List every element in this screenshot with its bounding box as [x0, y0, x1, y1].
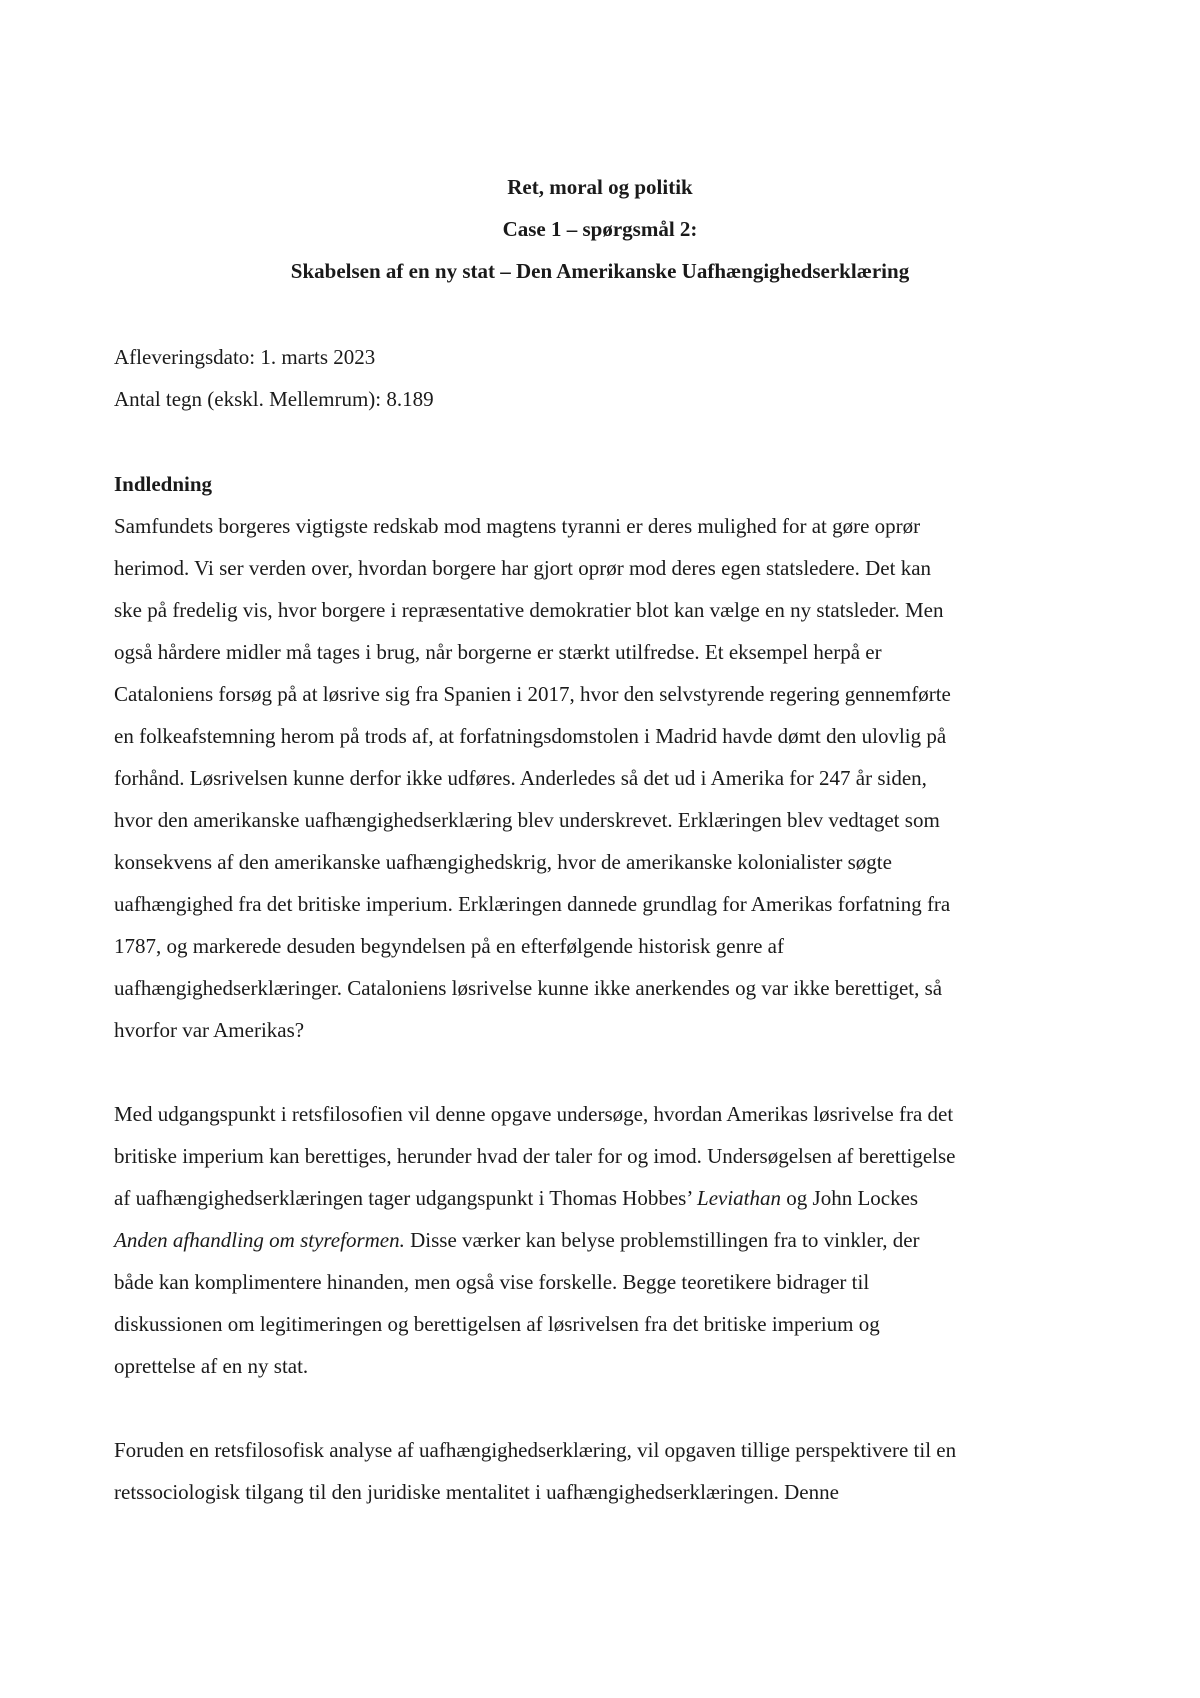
paragraph-spacer [114, 1051, 1104, 1093]
text-line: hvor den amerikanske uafhængighedserklæring blev underskrevet. Erklæringen blev vedtaget som [114, 808, 940, 832]
text-line: Samfundets borgeres vigtigste redskab mod magtens tyranni er deres mulighed for at gøre oprør [114, 514, 921, 538]
paragraph-spacer [114, 1387, 1104, 1429]
course-title: Ret, moral og politik [507, 175, 693, 199]
section-heading: Indledning [114, 472, 213, 496]
text-line: både kan komplimentere hinanden, men også vise forskelle. Begge teoretikere bidrager til [114, 1270, 870, 1294]
book-title-leviathan: Leviathan [697, 1186, 782, 1210]
text-line: uafhængighedserklæringer. Cataloniens løsrivelse kunne ikke anerkendes og var ikke berettiget, så [114, 976, 943, 1000]
text-line: 1787, og markerede desuden begyndelsen på en efterfølgende historisk genre af [114, 934, 785, 958]
text-span: af uafhængighedserklæringen tager udgangspunkt i Thomas Hobbes’ [114, 1186, 698, 1210]
text-line: Cataloniens forsøg på at løsrive sig fra Spanien i 2017, hvor den selvstyrende regering gennemførte [114, 682, 951, 706]
case-title: Case 1 – spørgsmål 2: [502, 217, 698, 241]
text-line: konsekvens af den amerikanske uafhængighedskrig, hvor de amerikanske kolonialister søgte [114, 850, 892, 874]
text-line: britiske imperium kan berettiges, herunder hvad der taler for og imod. Undersøgelsen af berettigelse [114, 1144, 956, 1168]
text-line: hvorfor var Amerikas? [114, 1018, 305, 1042]
text-line: herimod. Vi ser verden over, hvordan borgere har gjort oprør mod deres egen statsledere. Det kan [114, 556, 932, 580]
character-count: Antal tegn (ekskl. Mellemrum): 8.189 [114, 387, 434, 411]
text-line [114, 1219, 1104, 1261]
text-line: også hårdere midler må tages i brug, når borgerne er stærkt utilfredse. Et eksempel herpå er [114, 640, 882, 664]
paragraph-3 [114, 1429, 1104, 1513]
text-line: uafhængighed fra det britiske imperium. Erklæringen dannede grundlag for Amerikas forfatning fra [114, 892, 951, 916]
text-line: en folkeafstemning herom på trods af, at forfatningsdomstolen i Madrid havde dømt den ulovlig på [114, 724, 947, 748]
paragraph-2 [114, 1093, 1104, 1387]
text-span: og John Lockes [781, 1186, 919, 1210]
meta-info [114, 336, 434, 420]
text-line: oprettelse af en ny stat. [114, 1354, 309, 1378]
title-block [0, 166, 1200, 292]
document-title: Skabelsen af en ny stat – Den Amerikanske Uafhængighedserklæring [290, 259, 910, 283]
text-line: ske på fredelig vis, hvor borgere i repræsentative demokratier blot kan vælge en ny statsleder. Men [114, 598, 944, 622]
text-line: retssociologisk tilgang til den juridiske mentalitet i uafhængighedserklæringen. Denne [114, 1480, 839, 1504]
text-span: Disse værker kan belyse problemstillingen fra to vinkler, der [404, 1228, 920, 1252]
text-line: Foruden en retsfilosofisk analyse af uafhængighedserklæring, vil opgaven tillige perspektivere til en [114, 1438, 957, 1462]
text-line [114, 1177, 1104, 1219]
paragraph-1 [114, 505, 1104, 1051]
book-title-anden-afhandling: Anden afhandling om styreformen. [114, 1228, 405, 1252]
text-line: diskussionen om legitimeringen og berettigelsen af løsrivelsen fra det britiske imperium og [114, 1312, 880, 1336]
main-content [114, 463, 1104, 1513]
text-line: Med udgangspunkt i retsfilosofien vil denne opgave undersøge, hvordan Amerikas løsrivelse fra det [114, 1102, 954, 1126]
submission-date: Afleveringsdato: 1. marts 2023 [114, 345, 376, 369]
text-line: forhånd. Løsrivelsen kunne derfor ikke udføres. Anderledes så det ud i Amerika for 247 år siden, [114, 766, 927, 790]
